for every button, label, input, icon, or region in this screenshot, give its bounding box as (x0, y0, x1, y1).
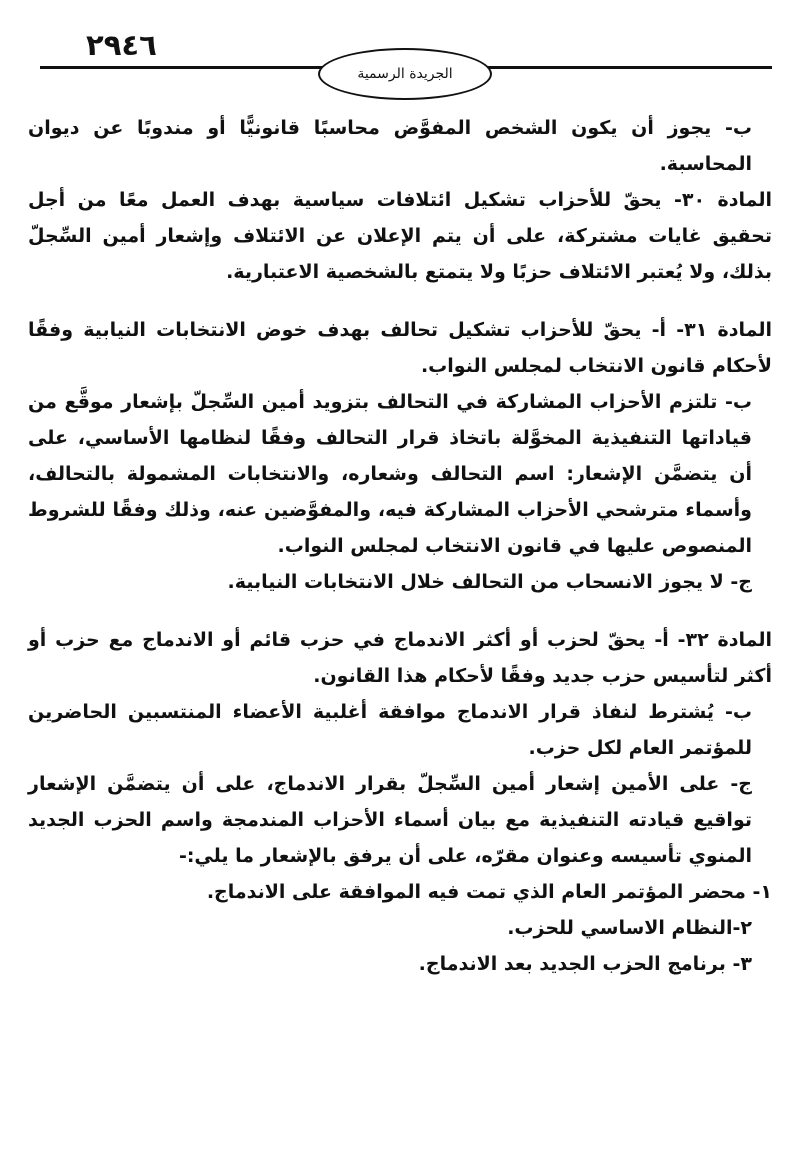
gazette-title: الجريدة الرسمية (357, 66, 453, 82)
gazette-title-oval (318, 48, 492, 100)
article-32-b: ب- يُشترط لنفاذ قرار الاندماج موافقة أغلبية الأعضاء المنتسبين الحاضرين للمؤتمر العام لكل حزب. (28, 701, 752, 759)
spacer (28, 290, 772, 312)
paragraph-b-accountant: ب- يجوز أن يكون الشخص المفوَّض محاسبًا قانونيًّا أو مندوبًا عن ديوان المحاسبة. (28, 117, 752, 175)
list-item-3: ٣- برنامج الحزب الجديد بعد الاندماج. (418, 953, 752, 975)
article-32-a: المادة ٣٢- أ- يحقّ لحزب أو أكثر الاندماج في حزب قائم أو الاندماج مع حزب أو أكثر لتأسيس حزب جديد وفقًا لأحكام هذا القانون. (28, 629, 772, 687)
article-31-c: ج- لا يجوز الانسحاب من التحالف خلال الانتخابات النيابية. (227, 571, 752, 593)
article-31-b: ب- تلتزم الأحزاب المشاركة في التحالف بتزويد أمين السِّجلّ بإشعار موقَّع من قياداتها التنفيذية المخوَّلة باتخاذ قرار التحالف وفقًا لنظامها الأساسي، على أن يتضمَّن الإشعار: اسم التحالف وشعاره، والانتخابات المشمولة بالتحالف، وأسماء مترشحي الأحزاب المشاركة فيه، والمفوَّضين عنه، وذلك وفقًا للشروط المنصوص عليها في قانون الانتخاب لمجلس النواب. (28, 391, 752, 557)
list-item-1: ١- محضر المؤتمر العام الذي تمت فيه الموافقة على الاندماج. (206, 881, 772, 903)
document-body (28, 110, 772, 982)
article-31-a: المادة ٣١- أ- يحقّ للأحزاب تشكيل تحالف بهدف خوض الانتخابات النيابية وفقًا لأحكام قانون الانتخاب لمجلس النواب. (28, 319, 772, 377)
article-30: المادة ٣٠- يحقّ للأحزاب تشكيل ائتلافات سياسية بهدف العمل معًا من أجل تحقيق غايات مشتركة، على أن يتم الإعلان عن الائتلاف وإشعار أمين السِّجلّ بذلك، ولا يُعتبر الائتلاف حزبًا ولا يتمتع بالشخصية الاعتبارية. (28, 189, 772, 283)
spacer (28, 600, 772, 622)
article-32-c: ج- على الأمين إشعار أمين السِّجلّ بقرار الاندماج، على أن يتضمَّن الإشعار تواقيع قيادته التنفيذية مع بيان أسماء الأحزاب المندمجة واسم الحزب الجديد المنوي تأسيسه وعنوان مقرّه، على أن يرفق بالإشعار ما يلي:- (28, 773, 752, 867)
list-item-2: ٢-النظام الاساسي للحزب. (507, 917, 752, 939)
page-number: ٢٩٤٦ (86, 28, 157, 62)
